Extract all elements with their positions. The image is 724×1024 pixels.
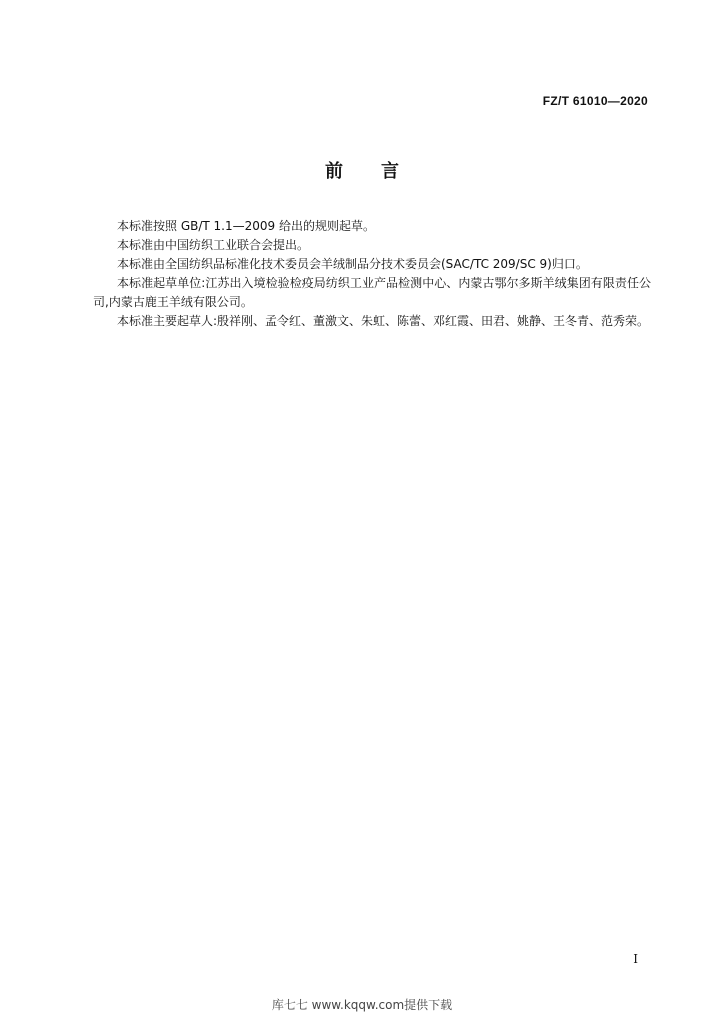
standard-code: FZ/T 61010—2020 xyxy=(542,94,648,108)
foreword-body xyxy=(93,217,651,331)
section-title: 前言 xyxy=(325,161,437,182)
paragraph-committee: 本标准由全国纺织品标准化技术委员会羊绒制品分技术委员会(SAC/TC 209/SC 9)归口。 xyxy=(117,257,588,271)
download-watermark: 库七七 www.kqqw.com提供下载 xyxy=(271,998,453,1012)
paragraph-drafting-rules: 本标准按照 GB/T 1.1—2009 给出的规则起草。 xyxy=(117,219,375,233)
paragraph-proposer: 本标准由中国纺织工业联合会提出。 xyxy=(117,238,310,252)
page-number: I xyxy=(633,952,638,966)
paragraph-drafting-units: 本标准起草单位:江苏出入境检验检疫局纺织工业产品检测中心、内蒙古鄂尔多斯羊绒集团有限责任公司,内蒙古鹿王羊绒有限公司。 xyxy=(93,276,651,309)
paragraph-drafters: 本标准主要起草人:殷祥刚、孟令红、董激文、朱虹、陈蕾、邓红霞、田君、姚静、王冬青、范秀荣。 xyxy=(117,314,650,328)
